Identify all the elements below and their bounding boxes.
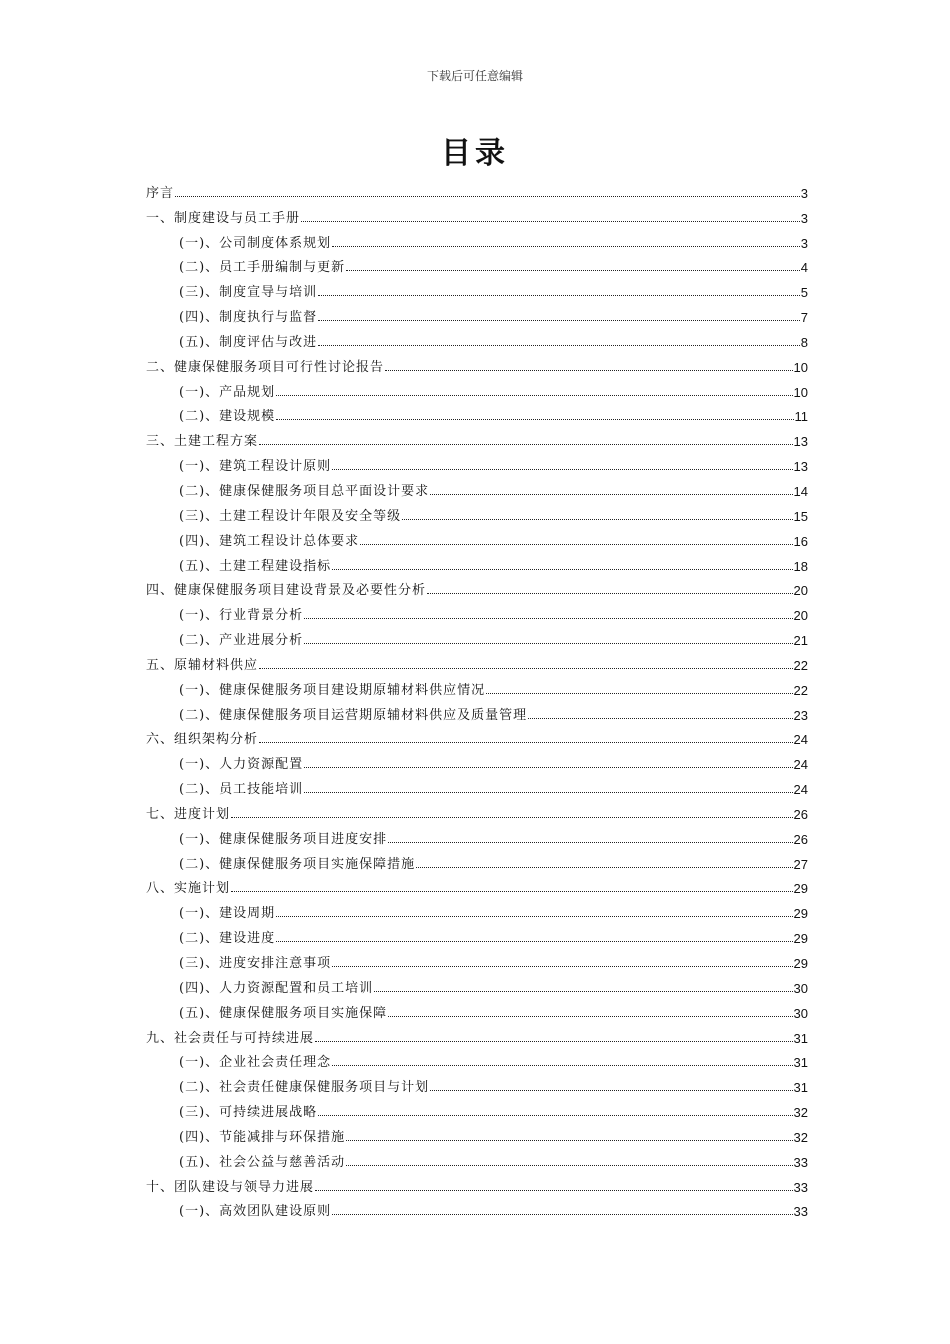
toc-entry-title: (一)、建筑工程设计原则 <box>179 459 332 475</box>
toc-dot-leader <box>346 1164 792 1166</box>
toc-dot-leader <box>175 195 800 197</box>
toc-dot-leader <box>388 1015 792 1017</box>
toc-dot-leader <box>318 344 800 346</box>
toc-entry-title: (二)、健康保健服务项目总平面设计要求 <box>179 483 430 499</box>
toc-entry-title: (一)、企业社会责任理念 <box>179 1055 332 1071</box>
toc-entry-page-number: 13 <box>793 459 808 475</box>
toc-dot-leader <box>430 493 792 495</box>
toc-dot-leader <box>315 1189 793 1191</box>
toc-dot-leader <box>276 394 792 396</box>
toc-entry-title: (五)、社会公益与慈善活动 <box>179 1154 346 1170</box>
toc-entry[interactable] <box>146 549 808 574</box>
toc-dot-leader <box>332 568 792 570</box>
toc-dot-leader <box>276 940 792 942</box>
toc-entry-title: (三)、可持续进展战略 <box>179 1105 318 1121</box>
toc-dot-leader <box>360 543 792 545</box>
toc-entry[interactable] <box>146 648 808 673</box>
toc-entry-page-number: 31 <box>793 1080 808 1096</box>
toc-entry-title: (五)、制度评估与改进 <box>179 334 318 350</box>
toc-dot-leader <box>304 642 792 644</box>
toc-entry-title: (一)、建设周期 <box>179 906 276 922</box>
toc-entry[interactable] <box>146 896 808 921</box>
toc-entry-page-number: 26 <box>793 806 808 822</box>
toc-entry[interactable] <box>146 1021 808 1046</box>
toc-entry-title: 七、进度计划 <box>146 806 231 822</box>
toc-entry-title: 九、社会责任与可持续进展 <box>146 1030 315 1046</box>
toc-dot-leader <box>259 741 793 743</box>
toc-entry-page-number: 21 <box>793 633 808 649</box>
toc-entry-title: (一)、产品规划 <box>179 384 276 400</box>
toc-dot-leader <box>486 692 792 694</box>
toc-entry-page-number: 11 <box>794 409 808 425</box>
toc-entry-title: (五)、土建工程建设指标 <box>179 558 332 574</box>
toc-entry-title: 二、健康保健服务项目可行性讨论报告 <box>146 359 385 375</box>
toc-entry-page-number: 20 <box>793 583 808 599</box>
toc-entry-page-number: 26 <box>793 831 808 847</box>
toc-dot-leader <box>315 1040 793 1042</box>
toc-entry[interactable] <box>146 772 808 797</box>
toc-entry-title: 四、健康保健服务项目建设背景及必要性分析 <box>146 583 427 599</box>
toc-entry-page-number: 16 <box>793 533 808 549</box>
toc-dot-leader <box>416 866 792 868</box>
toc-entry[interactable] <box>146 1046 808 1071</box>
toc-entry[interactable] <box>146 747 808 772</box>
toc-entry-title: (四)、人力资源配置和员工培训 <box>179 980 374 996</box>
toc-dot-leader <box>374 990 792 992</box>
toc-entry[interactable] <box>146 847 808 872</box>
toc-entry-title: 六、组织架构分析 <box>146 732 259 748</box>
toc-entry[interactable] <box>146 524 808 549</box>
toc-entry-title: (一)、高效团队建设原则 <box>179 1204 332 1220</box>
page-header: 下载后可任意编辑 <box>426 69 523 83</box>
toc-entry-title: (二)、产业进展分析 <box>179 633 304 649</box>
toc-entry[interactable] <box>146 375 808 400</box>
toc-entry-page-number: 31 <box>793 1055 808 1071</box>
toc-entry-title: (二)、健康保健服务项目实施保障措施 <box>179 856 416 872</box>
toc-entry[interactable] <box>146 201 808 226</box>
toc-dot-leader <box>231 890 793 892</box>
toc-entry[interactable] <box>146 822 808 847</box>
toc-entry-page-number: 14 <box>793 483 808 499</box>
toc-dot-leader <box>276 915 792 917</box>
toc-entry-title: 八、实施计划 <box>146 881 231 897</box>
toc-entry-title: 序言 <box>146 185 175 201</box>
toc-entry[interactable] <box>146 474 808 499</box>
toc-dot-leader <box>318 1114 792 1116</box>
toc-entry[interactable] <box>146 598 808 623</box>
toc-entry-title: (三)、进度安排注意事项 <box>179 956 332 971</box>
toc-dot-leader <box>231 816 793 818</box>
toc-dot-leader <box>402 518 792 520</box>
toc-entry-page-number: 24 <box>793 782 808 798</box>
toc-entry-title: (三)、土建工程设计年限及安全等级 <box>179 508 402 524</box>
toc-entry-page-number: 27 <box>793 856 808 872</box>
toc-entry-page-number: 22 <box>793 682 808 698</box>
toc-entry-page-number: 31 <box>793 1030 808 1046</box>
toc-entry[interactable] <box>146 623 808 648</box>
toc-entry-title: (四)、制度执行与监督 <box>179 310 318 326</box>
toc-dot-leader <box>259 443 793 445</box>
toc-entry[interactable] <box>146 226 808 251</box>
toc-entry[interactable] <box>146 275 808 300</box>
toc-entry-page-number: 7 <box>800 310 808 326</box>
toc-entry-page-number: 3 <box>800 235 808 251</box>
toc-entry-title: (一)、公司制度体系规划 <box>179 235 332 251</box>
toc-entry-page-number: 29 <box>793 931 808 947</box>
toc-entry-page-number: 13 <box>793 434 808 450</box>
toc-entry-title: (二)、建设规模 <box>179 409 276 425</box>
toc-dot-leader <box>259 667 793 669</box>
toc-entry-page-number: 3 <box>800 185 808 201</box>
toc-entry-page-number: 3 <box>800 210 808 226</box>
toc-dot-leader <box>332 1064 792 1066</box>
toc-entry-title: (二)、员工技能培训 <box>179 782 304 798</box>
toc-entry[interactable] <box>146 325 808 350</box>
toc-dot-leader <box>346 269 800 271</box>
toc-entry-title: (五)、健康保健服务项目实施保障 <box>179 1005 388 1021</box>
toc-entry[interactable] <box>146 251 808 276</box>
toc-entry-page-number: 24 <box>793 732 808 748</box>
toc-entry-title: 一、制度建设与员工手册 <box>146 210 301 226</box>
toc-dot-leader <box>528 717 792 719</box>
toc-dot-leader <box>430 1089 792 1091</box>
toc-entry[interactable] <box>146 1170 808 1195</box>
toc-dot-leader <box>318 294 800 296</box>
toc-entry-page-number: 4 <box>800 260 808 276</box>
toc-entry-title: (二)、建设进度 <box>179 931 276 947</box>
toc-dot-leader <box>304 791 792 793</box>
toc-entry[interactable] <box>146 996 808 1021</box>
toc-entry[interactable] <box>146 400 808 425</box>
toc-entry-title: (一)、健康保健服务项目建设期原辅材料供应情况 <box>179 682 486 698</box>
toc-dot-leader <box>332 965 792 967</box>
toc-entry-page-number: 33 <box>793 1154 808 1170</box>
toc-entry-page-number: 32 <box>793 1105 808 1121</box>
toc-entry[interactable] <box>146 1120 808 1145</box>
toc-entry-page-number: 22 <box>793 657 808 673</box>
toc-entry[interactable] <box>146 1195 808 1220</box>
toc-dot-leader <box>276 418 793 420</box>
toc-entry-page-number: 24 <box>793 757 808 773</box>
toc-entry-page-number: 18 <box>793 558 808 574</box>
toc-entry-title: (二)、社会责任健康保健服务项目与计划 <box>179 1080 430 1096</box>
toc-entry-page-number: 10 <box>793 359 808 375</box>
toc-entry-title: 三、土建工程方案 <box>146 434 259 450</box>
toc-dot-leader <box>301 220 800 222</box>
toc-dot-leader <box>318 319 800 321</box>
toc-entry[interactable] <box>146 673 808 698</box>
toc-entry-page-number: 30 <box>793 980 808 996</box>
toc-entry[interactable] <box>146 449 808 474</box>
toc-entry[interactable] <box>146 971 808 996</box>
toc-dot-leader <box>385 369 793 371</box>
toc-entry[interactable] <box>146 1070 808 1095</box>
toc-entry-title: 五、原辅材料供应 <box>146 657 259 673</box>
toc-entry-title: (三)、制度宣导与培训 <box>179 285 318 301</box>
toc-entry[interactable] <box>146 350 808 375</box>
toc-entry-page-number: 29 <box>793 956 808 971</box>
toc-dot-leader <box>332 1213 792 1215</box>
toc-entry[interactable] <box>146 574 808 599</box>
page-title: 目录 <box>441 136 509 171</box>
toc-entry-page-number: 33 <box>793 1179 808 1195</box>
toc-entry-page-number: 20 <box>793 608 808 624</box>
toc-dot-leader <box>304 766 792 768</box>
table-of-contents <box>146 176 808 1219</box>
toc-entry-title: (四)、节能减排与环保措施 <box>179 1129 346 1145</box>
toc-dot-leader <box>332 468 792 470</box>
toc-entry-title: (二)、员工手册编制与更新 <box>179 260 346 276</box>
toc-entry-title: (二)、健康保健服务项目运营期原辅材料供应及质量管理 <box>179 707 528 723</box>
toc-entry-page-number: 30 <box>793 1005 808 1021</box>
toc-entry[interactable] <box>146 499 808 524</box>
toc-entry[interactable] <box>146 946 808 971</box>
toc-entry-title: 十、团队建设与领导力进展 <box>146 1179 315 1195</box>
toc-entry[interactable] <box>146 300 808 325</box>
toc-entry-page-number: 32 <box>793 1129 808 1145</box>
toc-entry[interactable] <box>146 698 808 723</box>
toc-entry[interactable] <box>146 1095 808 1120</box>
toc-entry-page-number: 10 <box>793 384 808 400</box>
toc-dot-leader <box>332 245 800 247</box>
toc-entry[interactable] <box>146 723 808 748</box>
toc-entry[interactable] <box>146 872 808 897</box>
toc-dot-leader <box>304 617 792 619</box>
toc-entry-page-number: 29 <box>793 906 808 922</box>
toc-entry-title: (四)、建筑工程设计总体要求 <box>179 533 360 549</box>
toc-entry[interactable] <box>146 797 808 822</box>
toc-entry[interactable] <box>146 921 808 946</box>
toc-entry-title: (一)、人力资源配置 <box>179 757 304 773</box>
toc-entry[interactable] <box>146 176 808 201</box>
toc-dot-leader <box>388 841 792 843</box>
toc-entry-page-number: 15 <box>793 508 808 524</box>
toc-entry-page-number: 29 <box>793 881 808 897</box>
toc-entry-title: (一)、健康保健服务项目进度安排 <box>179 831 388 847</box>
toc-entry-page-number: 33 <box>793 1204 808 1220</box>
toc-entry-page-number: 8 <box>800 334 808 350</box>
toc-entry[interactable] <box>146 424 808 449</box>
toc-dot-leader <box>427 592 793 594</box>
toc-dot-leader <box>346 1139 792 1141</box>
toc-entry[interactable] <box>146 1145 808 1170</box>
toc-entry-page-number: 23 <box>793 707 808 723</box>
toc-entry-title: (一)、行业背景分析 <box>179 608 304 624</box>
toc-entry-page-number: 5 <box>800 285 808 301</box>
